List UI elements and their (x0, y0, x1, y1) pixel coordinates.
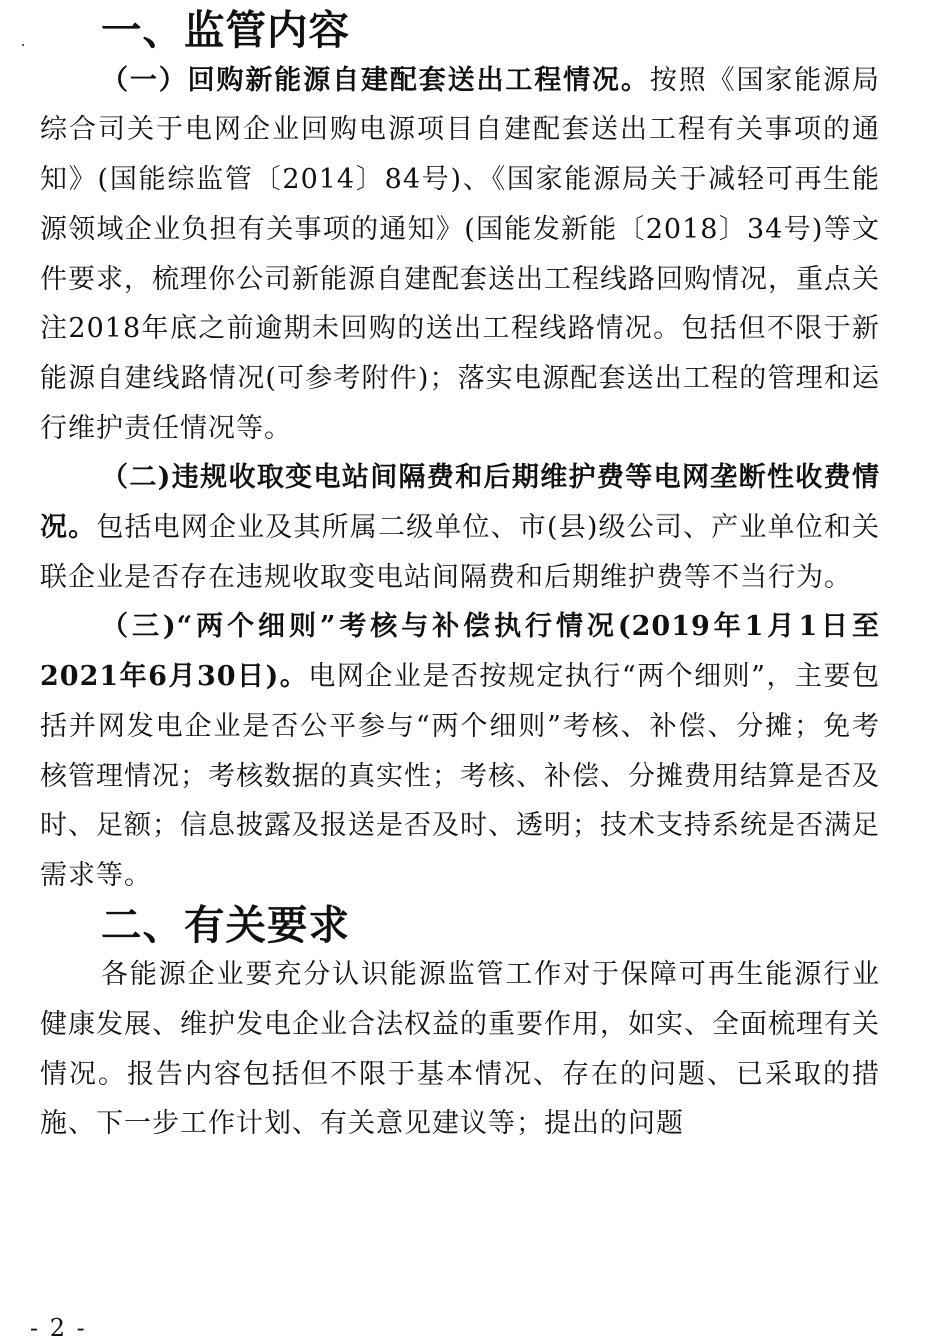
paragraph-body: 电网企业是否按规定执行“两个细则”，主要包括并网发电企业是否公平参与“两个细则”考核、补偿、分摊；免考核管理情况；考核数据的真实性；考核、补偿、分摊费用结算是否及时、足额；信息披露及报送是否及时、透明；技术支持系统是否满足需求等。 (40, 661, 880, 891)
section-heading-requirements: 二、有关要求 (101, 900, 350, 949)
scan-mark (22, 44, 24, 46)
paragraph-requirements (40, 950, 880, 1149)
section-heading-supervision-content: 一、监管内容 (101, 6, 350, 54)
paragraph-body: 包括电网企业及其所属二级单位、市(县)级公司、产业单位和关联企业是否存在违规收取变电站间隔费和后期维护费等不当行为。 (40, 512, 880, 593)
document-body (40, 6, 880, 1149)
paragraph-body: 各能源企业要充分认识能源监管工作对于保障可再生能源行业健康发展、维护发电企业合法权益的重要作用，如实、全面梳理有关情况。报告内容包括但不限于基本情况、存在的问题、已采取的措施、下一步工作计划、有关意见建议等；提出的问题 (40, 959, 880, 1140)
page-number: - 2 - (30, 1314, 87, 1342)
paragraph-lead: （一）回购新能源自建配套送出工程情况。 (101, 64, 650, 96)
paragraph-lead: （三)“两个细则”考核与补偿执行情况(2019年1月1日至2021年6月30日)。 (40, 611, 880, 693)
paragraph-two-rules-assessment (40, 602, 880, 900)
paragraph-repurchase-new-energy (40, 56, 880, 454)
paragraph-body: 按照《国家能源局综合司关于电网企业回购电源项目自建配套送出工程有关事项的通知》(国能综监管〔2014〕84号)、《国家能源局关于减轻可再生能源领域企业负担有关事项的通知》(国能发新能〔2018〕34号)等文件要求，梳理你公司新能源自建配套送出工程线路回购情况，重点关注2018年底之前逾期未回购的送出工程线路情况。包括但不限于新能源自建线路情况(可参考附件)；落实电源配套送出工程的管理和运行维护责任情况等。 (40, 64, 881, 444)
paragraph-lead: （二)违规收取变电站间隔费和后期维护费等电网垄断性收费情况。 (40, 462, 880, 544)
paragraph-substation-fees (40, 453, 880, 602)
